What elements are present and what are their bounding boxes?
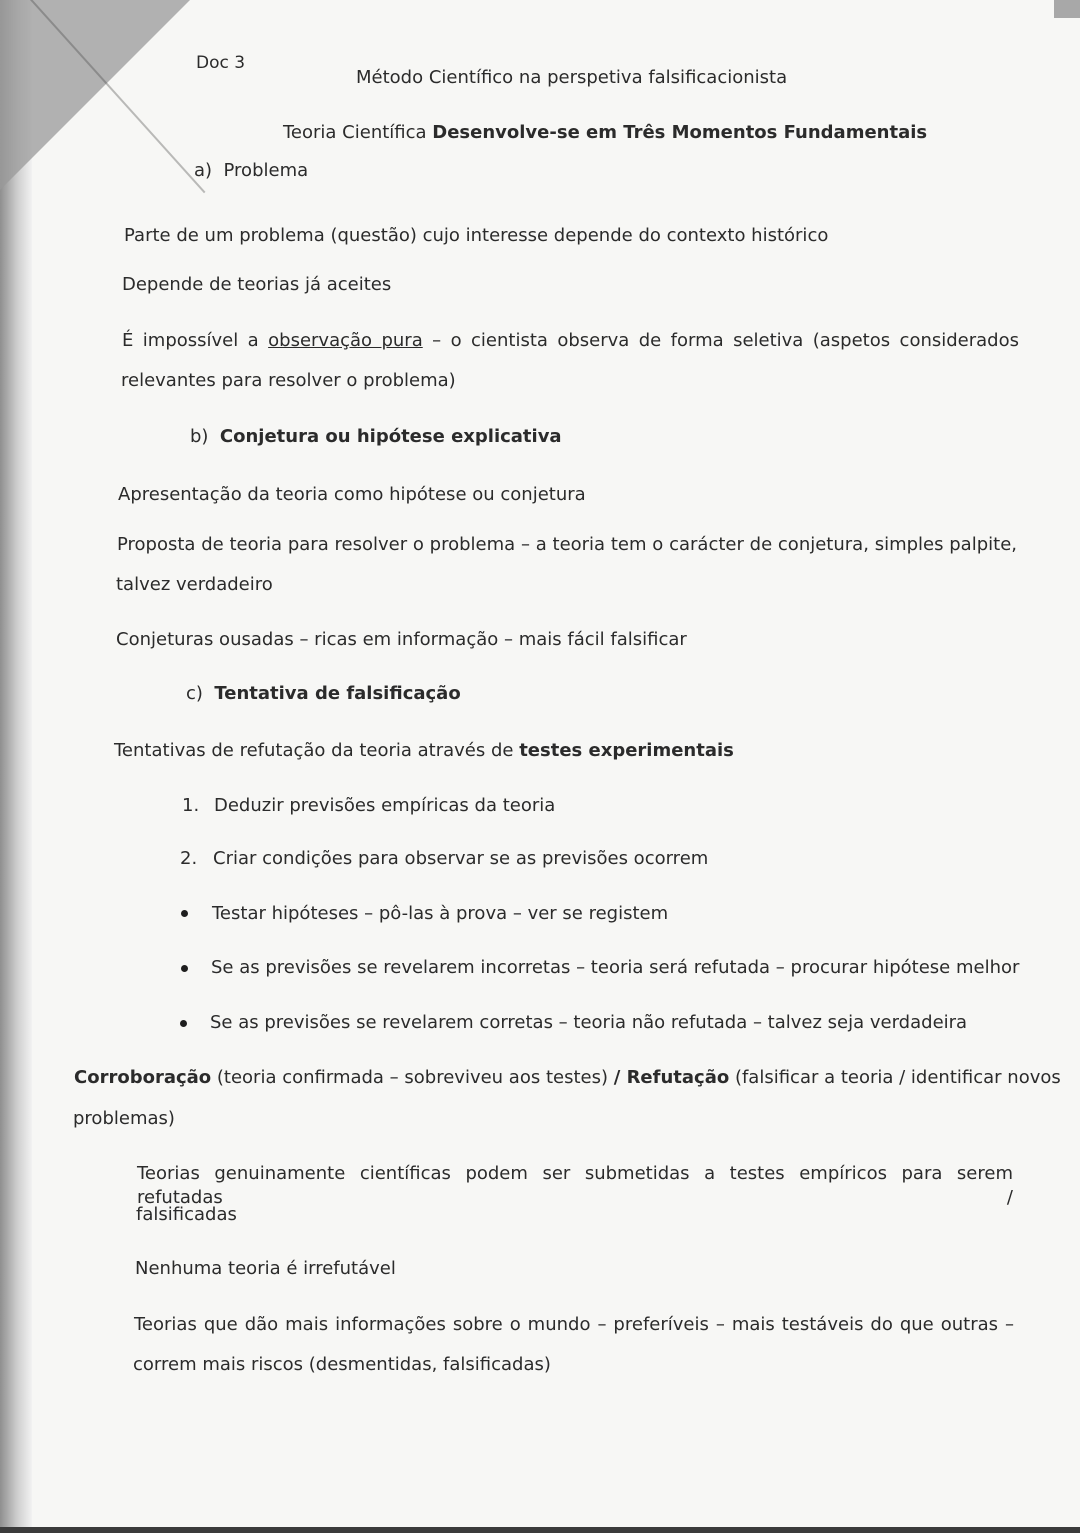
section-b-heading [190, 425, 562, 449]
section-b-paragraph-1: Apresentação da teoria como hipótese ou conjetura [118, 484, 586, 505]
conclusion-paragraph-1: Teorias genuinamente científicas podem ser submetidas a testes empíricos para serem refutadas / [137, 1163, 1013, 1208]
section-c-title: Tentativa de falsificação [214, 683, 461, 704]
page-left-edge-shadow [0, 0, 32, 1533]
observation-pura-underlined: observação pura [268, 330, 423, 351]
section-b-paragraph-3: Conjeturas ousadas – ricas em informação – mais fácil falsificar [116, 629, 687, 650]
section-a-label: a) [194, 160, 213, 181]
bullet-item-1: Testar hipóteses – pô-las à prova – ver se registem [212, 903, 669, 924]
section-c-label: c) [186, 683, 203, 704]
section-a-paragraph-3 [122, 329, 1019, 353]
corroboration-refutation-line [74, 1066, 1061, 1090]
bullet-dot [181, 910, 188, 917]
conclusion-paragraph-2: Nenhuma teoria é irrefutável [135, 1258, 396, 1279]
section-b-label: b) [190, 426, 209, 447]
section-c-intro-normal: Tentativas de refutação da teoria através de [114, 740, 520, 761]
slash-separator: / [613, 1067, 621, 1088]
bullet-item-3: Se as previsões se revelarem corretas – teoria não refutada – talvez seja verdadeira [210, 1012, 968, 1033]
observation-text-start: É impossível a [122, 330, 269, 351]
corroboration-line-2: problemas) [73, 1108, 175, 1129]
page-bottom-edge [0, 1527, 1080, 1533]
folded-corner [0, 0, 190, 190]
corroboracao-term: Corroboração [74, 1067, 212, 1088]
observation-text-end: – o cientista observa de forma seletiva (aspetos considerados [422, 330, 1019, 351]
section-a-heading [194, 159, 308, 183]
conclusion-paragraph-3: Teorias que dão mais informações sobre o mundo – preferíveis – mais testáveis do que outras – [134, 1314, 1014, 1335]
doc-label: Doc 3 [196, 53, 246, 73]
step-text-2: Criar condições para observar se as previsões ocorrem [213, 848, 709, 869]
subtitle-normal: Teoria Científica [283, 122, 433, 143]
conclusion-paragraph-1-line-2: falsificadas [136, 1204, 237, 1225]
section-c-intro [114, 739, 734, 763]
step-text-1: Deduzir previsões empíricas da teoria [214, 795, 556, 816]
scan-mark [1054, 0, 1080, 18]
section-a-paragraph-3-line-2: relevantes para resolver o problema) [121, 370, 456, 391]
section-c-heading [186, 682, 461, 706]
conclusion-paragraph-3-line-2: correm mais riscos (desmentidas, falsificadas) [133, 1354, 551, 1375]
refutacao-text: (falsificar a teoria / identificar novos [729, 1067, 1061, 1088]
bullet-dot [180, 1020, 187, 1027]
bullet-dot [181, 965, 188, 972]
section-c-intro-bold: testes experimentais [519, 740, 734, 761]
section-b-title: Conjetura ou hipótese explicativa [219, 426, 562, 447]
page-subtitle [283, 121, 927, 145]
corroboracao-text: (teoria confirmada – sobreviveu aos testes) [211, 1067, 614, 1088]
subtitle-bold: Desenvolve-se em Três Momentos Fundamentais [432, 122, 928, 143]
section-b-paragraph-2-line-2: talvez verdadeiro [116, 574, 273, 595]
step-number-1: 1. [182, 795, 200, 816]
section-a-paragraph-1: Parte de um problema (questão) cujo interesse depende do contexto histórico [124, 225, 829, 246]
bullet-item-2: Se as previsões se revelarem incorretas – teoria será refutada – procurar hipótese melhor [211, 957, 1020, 978]
refutacao-term: Refutação [620, 1067, 730, 1088]
section-b-paragraph-2: Proposta de teoria para resolver o problema – a teoria tem o carácter de conjetura, simples palpite, [117, 534, 1017, 555]
page-title: Método Científico na perspetiva falsificacionista [356, 67, 788, 88]
step-number-2: 2. [180, 848, 198, 869]
section-a-paragraph-2: Depende de teorias já aceites [122, 274, 392, 295]
section-a-title: Problema [223, 160, 309, 181]
